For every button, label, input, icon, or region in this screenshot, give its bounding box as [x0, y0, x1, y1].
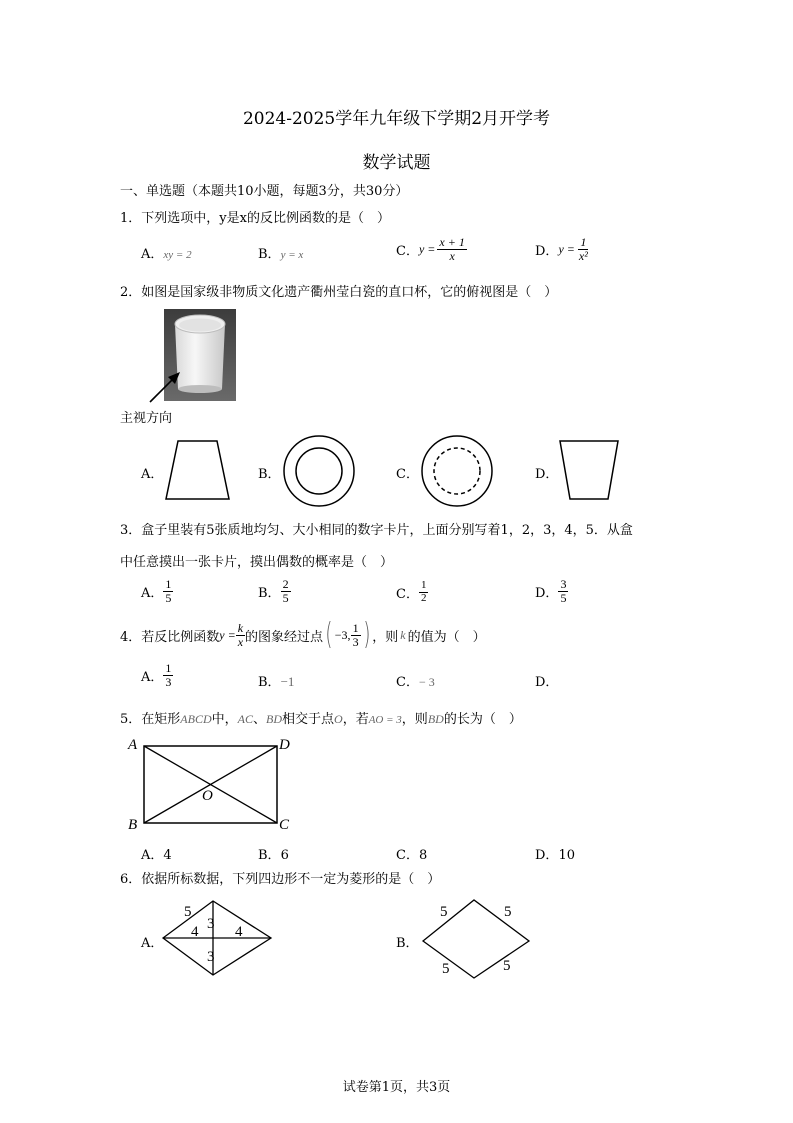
question-5-text: 5．在矩形ABCD中，AC、BD相交于点O，若AO = 3，则BD的长为（ ）: [120, 712, 522, 727]
view-direction-caption: 主视方向: [120, 411, 173, 426]
q3-option-c: C． $\frac{1}{2}$: [396, 579, 427, 604]
q1-option-a-expr: xy = 2: [163, 249, 192, 261]
question-1-text: 1．下列选项中，y是x的反比例函数的是（ ）: [120, 211, 390, 226]
q5-rectangle-figure: [126, 733, 302, 833]
q5-option-d: D．10: [535, 848, 575, 863]
exam-title: 2024-2025学年九年级下学期2月开学考: [242, 109, 551, 129]
exam-subtitle: 数学试题: [362, 153, 431, 173]
q6a-num-1: 5: [184, 904, 192, 920]
q4-point-fraction: $\frac{1}{3}$: [352, 620, 359, 649]
q5-label-a: A: [128, 737, 138, 753]
question-3-text-line1: 3．盒子里装有5张质地均匀、大小相同的数字卡片，上面分别写着1，2，3，4，5．从盒: [120, 523, 633, 538]
q5-label-b: B: [128, 817, 138, 833]
q1-option-d: D． y = $\frac{1}{\text{x²}}$: [535, 235, 588, 263]
question-3-text-line2: 中任意摸出一张卡片，摸出偶数的概率是（ ）: [120, 555, 394, 570]
q4-option-c: C．− 3: [396, 675, 435, 690]
q6b-num-1: 5: [440, 904, 448, 920]
q6-option-a-label: A．: [141, 936, 164, 951]
q6-option-b-rhombus: [418, 896, 534, 982]
question-6-text: 6．依据所标数据，下列四边形不一定为菱形的是（ ）: [120, 872, 441, 887]
q3-option-a: A． $\frac{1}{5}$: [141, 577, 172, 605]
q4-function-fraction: $\frac{k}{x}$: [237, 620, 244, 649]
q2-option-b-rings: [281, 433, 357, 509]
q2-option-d-label: D．: [535, 467, 559, 482]
q1-option-b: B．y = x: [258, 247, 304, 262]
q2-option-b-label: B．: [258, 467, 281, 482]
q5-label-d: D: [279, 737, 290, 753]
q5-option-a: A．4: [141, 848, 172, 863]
q6b-num-3: 5: [442, 961, 450, 977]
arrow-icon: [146, 368, 186, 408]
q6a-num-5: 3: [207, 949, 215, 965]
q3-option-d: D． $\frac{3}{5}$: [535, 577, 567, 605]
q6b-num-4: 5: [503, 958, 511, 974]
q1-option-c-fraction: $\frac{x + 1}{x}$: [439, 235, 465, 263]
q2-option-a-trapezoid: [162, 438, 234, 502]
q6a-num-4: 4: [235, 924, 243, 940]
q1-option-a: A．xy = 2: [141, 247, 192, 262]
q4-option-a: A． $\frac{1}{3}$: [141, 661, 172, 689]
q6-option-b-label: B．: [396, 936, 419, 951]
q5-option-b: B．6: [258, 848, 289, 863]
question-4-text: 4．若反比例函数 y = $\frac{k}{x}$ 的图象经过点 ( −3, $\frac{1}{3}$ ) ，则 k 的值为（ ）: [120, 617, 486, 652]
question-2-text: 2．如图是国家级非物质文化遗产衢州莹白瓷的直口杯，它的俯视图是（ ）: [120, 285, 558, 300]
q6-option-a-rhombus: [158, 896, 276, 980]
q2-option-a-label: A．: [141, 467, 164, 482]
page-footer: 试卷第1页，共3页: [342, 1080, 451, 1095]
q5-label-c: C: [279, 817, 290, 833]
q2-option-c-label: C．: [396, 467, 419, 482]
q1-option-b-expr: y = x: [280, 249, 304, 261]
q4-option-b: B．−1: [258, 674, 295, 690]
q1-option-d-fraction: $\frac{1}{\text{x²}}$: [578, 235, 588, 263]
q3-option-b: B． $\frac{2}{5}$: [258, 577, 289, 605]
q6a-num-3: 4: [191, 924, 199, 940]
section-heading: 一、单选题（本题共10小题，每题3分，共30分）: [120, 184, 409, 199]
q5-label-o: O: [202, 788, 213, 804]
q5-option-c: C．8: [396, 848, 428, 863]
q4-option-d: D．: [535, 675, 559, 690]
q2-option-d-trapezoid: [557, 438, 621, 502]
q6a-num-2: 3: [207, 916, 215, 932]
q6b-num-2: 5: [504, 904, 512, 920]
q2-option-c-rings-dashed: [419, 433, 495, 509]
q1-option-c: C． y = $\frac{x + 1}{x}$: [396, 235, 465, 263]
